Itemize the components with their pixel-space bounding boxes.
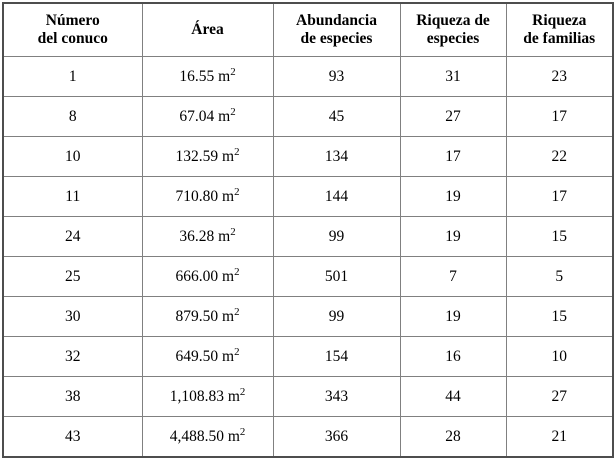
header-line-1: Abundancia xyxy=(296,12,377,30)
cell-abundancia: 134 xyxy=(273,137,400,177)
table-row xyxy=(3,177,613,217)
cell-abundancia: 93 xyxy=(273,57,400,97)
data-table xyxy=(2,2,614,458)
table-row xyxy=(3,217,613,257)
cell-area-value: 67.04 m xyxy=(179,107,231,125)
cell-area-exponent: 2 xyxy=(234,185,240,198)
table-row xyxy=(3,57,613,97)
cell-area-exponent: 2 xyxy=(239,385,246,398)
column-header-riqueza-de-familias xyxy=(506,3,613,57)
cell-riqueza-familias: 5 xyxy=(506,257,613,297)
cell-area xyxy=(142,57,273,97)
cell-numero: 11 xyxy=(3,177,142,217)
cell-area xyxy=(142,297,273,337)
header-line-1: Riqueza de xyxy=(416,12,490,30)
cell-abundancia: 501 xyxy=(273,257,400,297)
cell-riqueza-familias: 21 xyxy=(506,417,613,458)
cell-numero: 30 xyxy=(3,297,142,337)
cell-area-exponent: 2 xyxy=(230,105,236,118)
table-row xyxy=(3,257,613,297)
cell-area-exponent: 2 xyxy=(234,305,240,318)
cell-area-exponent: 2 xyxy=(234,265,240,278)
cell-abundancia: 343 xyxy=(273,377,400,417)
column-header-riqueza-de-especies xyxy=(400,3,506,57)
table-row xyxy=(3,97,613,137)
cell-area-exponent: 2 xyxy=(239,425,246,438)
cell-riqueza-especies: 31 xyxy=(400,57,506,97)
cell-area xyxy=(142,97,273,137)
cell-abundancia: 144 xyxy=(273,177,400,217)
cell-riqueza-especies: 19 xyxy=(400,217,506,257)
cell-numero: 38 xyxy=(3,377,142,417)
cell-area-value: 879.50 m xyxy=(175,307,235,325)
cell-numero: 43 xyxy=(3,417,142,458)
header-line-1: Riqueza xyxy=(532,12,587,30)
header-line-2: de especies xyxy=(300,30,373,47)
cell-riqueza-especies: 19 xyxy=(400,177,506,217)
header-line-2: especies xyxy=(426,30,480,47)
cell-riqueza-familias: 10 xyxy=(506,337,613,377)
cell-numero: 32 xyxy=(3,337,142,377)
cell-abundancia: 99 xyxy=(273,217,400,257)
cell-riqueza-familias: 27 xyxy=(506,377,613,417)
cell-area-exponent: 2 xyxy=(230,65,236,78)
table-header xyxy=(3,3,613,57)
cell-numero: 25 xyxy=(3,257,142,297)
cell-riqueza-especies: 19 xyxy=(400,297,506,337)
cell-riqueza-especies: 44 xyxy=(400,377,506,417)
cell-area xyxy=(142,417,273,458)
cell-area-value: 710.80 m xyxy=(175,187,235,205)
cell-riqueza-familias: 15 xyxy=(506,297,613,337)
cell-abundancia: 99 xyxy=(273,297,400,337)
cell-numero: 1 xyxy=(3,57,142,97)
cell-numero: 8 xyxy=(3,97,142,137)
cell-numero: 10 xyxy=(3,137,142,177)
cell-riqueza-familias: 17 xyxy=(506,177,613,217)
table-row xyxy=(3,297,613,337)
header-row xyxy=(3,3,613,57)
header-line-1: Número xyxy=(45,12,100,30)
header-line-2: del conuco xyxy=(37,30,108,47)
table-row xyxy=(3,337,613,377)
cell-riqueza-familias: 23 xyxy=(506,57,613,97)
cell-riqueza-familias: 17 xyxy=(506,97,613,137)
cell-riqueza-especies: 7 xyxy=(400,257,506,297)
cell-riqueza-familias: 22 xyxy=(506,137,613,177)
cell-riqueza-familias: 15 xyxy=(506,217,613,257)
column-header-area xyxy=(142,3,273,57)
cell-area-exponent: 2 xyxy=(234,345,240,358)
cell-numero: 24 xyxy=(3,217,142,257)
table-row xyxy=(3,417,613,458)
cell-area-exponent: 2 xyxy=(230,225,236,238)
cell-area xyxy=(142,337,273,377)
cell-area-value: 666.00 m xyxy=(175,267,235,285)
header-line-1: Área xyxy=(191,21,224,39)
cell-riqueza-especies: 27 xyxy=(400,97,506,137)
cell-area xyxy=(142,257,273,297)
cell-riqueza-especies: 16 xyxy=(400,337,506,377)
table-body xyxy=(3,57,613,458)
cell-area-value: 16.55 m xyxy=(179,67,231,85)
cell-area xyxy=(142,177,273,217)
column-header-numero-del-conuco xyxy=(3,3,142,57)
cell-abundancia: 366 xyxy=(273,417,400,458)
table-row xyxy=(3,137,613,177)
cell-area xyxy=(142,137,273,177)
header-line-2: de familias xyxy=(523,30,596,47)
column-header-abundancia-de-especies xyxy=(273,3,400,57)
cell-area-value: 4,488.50 m xyxy=(169,427,240,445)
cell-area xyxy=(142,217,273,257)
cell-riqueza-especies: 17 xyxy=(400,137,506,177)
cell-area-value: 36.28 m xyxy=(179,227,231,245)
cell-abundancia: 45 xyxy=(273,97,400,137)
cell-area-value: 1,108.83 m xyxy=(169,387,240,405)
cell-area-exponent: 2 xyxy=(234,145,240,158)
cell-riqueza-especies: 28 xyxy=(400,417,506,458)
cell-abundancia: 154 xyxy=(273,337,400,377)
cell-area-value: 132.59 m xyxy=(175,147,235,165)
cell-area-value: 649.50 m xyxy=(175,347,235,365)
